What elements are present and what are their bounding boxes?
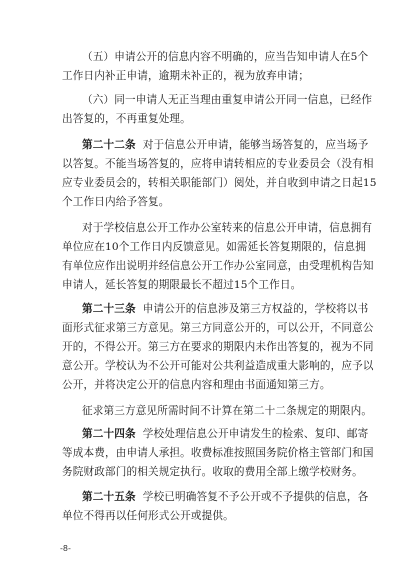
text-line: （五）申请公开的信息内容不明确的，应当告知申请人在5个 xyxy=(82,51,369,63)
text-line: 开的，不得公开。第三方在要求的期限内未作出答复的，视为不同 xyxy=(62,341,374,353)
text-line: 工作日内补正申请，逾期未补正的，视为放弃申请； xyxy=(62,70,310,82)
text-line xyxy=(62,136,369,155)
text-line: 面形式征求第三方意见。第三方同意公开的，可以公开，不同意公 xyxy=(62,322,374,334)
text-line xyxy=(62,425,369,444)
text-line: 等成本费，由申请人承担。收费标准按照国务院价格主管部门和国 xyxy=(62,447,374,459)
article-heading: 第二十二条 xyxy=(82,139,136,151)
text-line: 出答复的，不再重复处理。 xyxy=(62,113,191,125)
article-heading: 第二十三条 xyxy=(82,303,136,315)
text-line-content: 学校已明确答复不予公开或不予提供的信息，各 xyxy=(142,491,369,503)
text-line: 有单位应作出说明并经信息公开工作办公室同意，由受理机构告知 xyxy=(62,260,374,272)
text-line: 单位应在10个工作日内反馈意见。如需延长答复期限的，信息拥 xyxy=(62,241,366,253)
paragraph-feedback xyxy=(62,219,374,295)
article-22 xyxy=(62,136,377,212)
article-25 xyxy=(62,488,369,526)
article-23 xyxy=(62,300,374,395)
text-line: （六）同一申请人无正当理由重复申请公开同一信息，已经作 xyxy=(82,94,373,106)
text-line: 意公开。学校认为不公开可能对公共利益造成重大影响的，应予以 xyxy=(62,360,374,372)
text-line-content: 对于信息公开申请，能够当场答复的，应当场予 xyxy=(142,139,369,151)
article-24 xyxy=(62,425,374,482)
text-line: 以答复。不能当场答复的，应将申请转相应的专业委员会（没有相 xyxy=(62,158,374,170)
article-heading: 第二十五条 xyxy=(82,491,136,503)
text-line: 征求第三方意见所需时间不计算在第二十二条规定的期限内。 xyxy=(82,405,373,417)
clause-five xyxy=(62,48,369,86)
text-line xyxy=(62,300,369,319)
text-line: 对于学校信息公开工作办公室转来的信息公开申请，信息拥有 xyxy=(82,222,373,234)
text-line: 申请人，延长答复的期限最长不超过15个工作日。 xyxy=(62,279,302,291)
text-line: 单位不得再以任何形式公开或提供。 xyxy=(62,510,234,522)
clause-six xyxy=(62,91,373,129)
text-line-content: 申请公开的信息涉及第三方权益的，学校将以书 xyxy=(142,303,369,315)
text-line-content: 学校处理信息公开申请发生的检索、复印、邮寄 xyxy=(142,428,369,440)
text-line xyxy=(62,488,369,507)
text-line: 应专业委员会的，转相关职能部门）阅处，并自收到申请之日起15 xyxy=(62,177,377,189)
text-line: 公开，并将决定公开的信息内容和理由书面通知第三方。 xyxy=(62,379,331,391)
text-line: 务院财政部门的相关规定执行。收取的费用全部上缴学校财务。 xyxy=(62,466,363,478)
paragraph-third-party-time xyxy=(62,402,373,421)
text-line: 个工作日内给予答复。 xyxy=(62,196,170,208)
article-heading: 第二十四条 xyxy=(82,428,136,440)
page-number: -8- xyxy=(60,544,71,553)
